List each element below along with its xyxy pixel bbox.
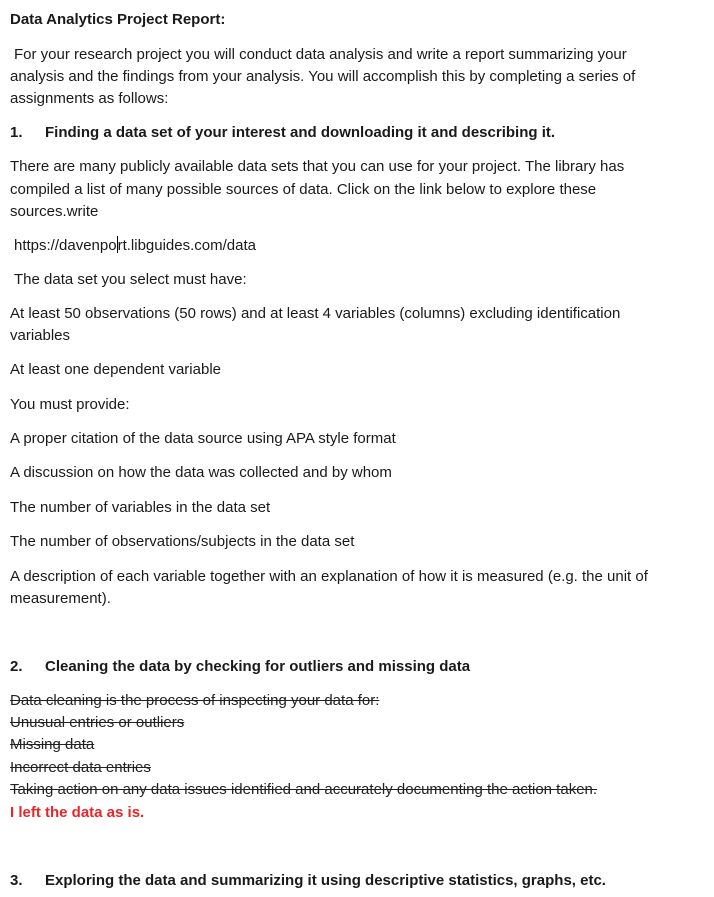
section-1-heading-text: Finding a data set of your interest and downloading it and describing it. [45,124,556,141]
section-1-paragraph-line-2: compiled a list of many possible sources of data. Click on the link below to explore these [10,181,597,198]
provide-item-citation: A proper citation of the data source using APA style format [10,430,396,447]
section-3-number: 3. [10,872,23,889]
requirement-1-line-2: variables [10,327,71,344]
provide-label: You must provide: [10,396,130,413]
intro-line-2: analysis and the findings from your analysis. You will accomplish this by completing a series of [10,68,636,85]
link-text-part-1: https://davenpo [14,237,117,254]
section-2-number: 2. [10,658,23,675]
document-title: Data Analytics Project Report: [10,11,226,28]
struck-line-2: Unusual entries or outliers [10,714,185,731]
provide-item-collection: A discussion on how the data was collected and by whom [10,464,392,481]
link-text-part-2: rt.libguides.com/data [117,237,256,254]
section-3-heading-text: Exploring the data and summarizing it using descriptive statistics, graphs, etc. [45,872,606,889]
intro-line-3: assignments as follows: [10,90,169,107]
section-1-heading [10,122,555,144]
data-sources-link[interactable] [14,235,256,257]
provide-item-description-line-2: measurement). [10,590,111,607]
red-note: I left the data as is. [10,804,145,821]
section-3-heading [10,870,606,892]
struck-line-1: Data cleaning is the process of inspecting your data for: [10,692,380,709]
struck-line-3: Missing data [10,736,95,753]
struck-line-5: Taking action on any data issues identified and accurately documenting the action taken. [10,781,598,798]
section-1-paragraph-line-1: There are many publicly available data sets that you can use for your project. The library has [10,158,625,175]
section-2-heading [10,656,470,678]
section-1-number: 1. [10,124,23,141]
requirement-1-line-1: At least 50 observations (50 rows) and at least 4 variables (columns) excluding identification [10,305,621,322]
provide-item-variable-count: The number of variables in the data set [10,499,271,516]
section-1-paragraph-line-3: sources.write [10,203,99,220]
provide-item-description-line-1: A description of each variable together with an explanation of how it is measured (e.g. the unit of [10,568,648,585]
struck-line-4: Incorrect data entries [10,759,151,776]
provide-item-observation-count: The number of observations/subjects in the data set [10,533,355,550]
requirement-2: At least one dependent variable [10,361,221,378]
must-have-label: The data set you select must have: [14,271,247,288]
intro-line-1: For your research project you will conduct data analysis and write a report summarizing your [14,46,627,63]
section-2-heading-text: Cleaning the data by checking for outliers and missing data [45,658,471,675]
